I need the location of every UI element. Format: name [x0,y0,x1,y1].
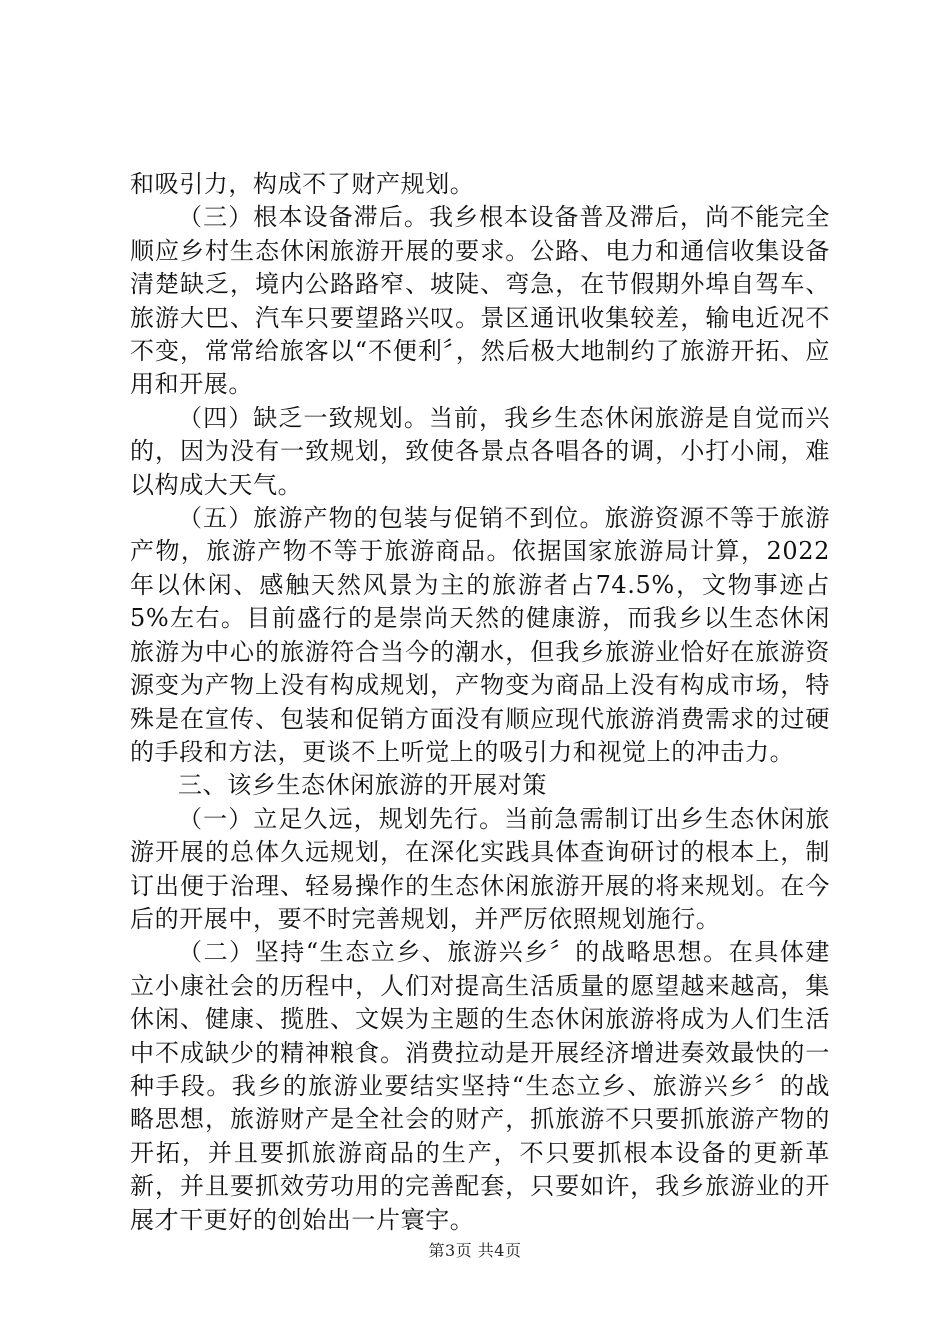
section-heading-countermeasures: 三、该乡生态休闲旅游的开展对策 [178,771,547,800]
paragraph-promotion: （五）旅游产物的包装与促销不到位。旅游资源不等于旅游产物，旅游产物不等于旅游商品。依据国家旅游局计算，2022年以休闲、感触天然风景为主的旅游者占74.5%，文物事迹占5%左右。目前盛行的是崇尚天然的健康游，而我乡以生态休闲旅游为中心的旅游符合当今的潮水，但我乡旅游业恰好在旅游资源变为产物上没有构成规划，产物变为商品上没有构成市场，特殊是在宣传、包装和促销方面没有顺应现代旅游消费需求的过硬的手段和方法，更谈不上听觉上的吸引力和视觉上的冲击力。 [130,504,830,766]
page-number-footer: 第3页 共4页 [428,1241,522,1260]
paragraph-planning-lack: （四）缺乏一致规划。当前，我乡生态休闲旅游是自觉而兴的，因为没有一致规划，致使各景点各唱各的调，小打小闹，难以构成大天气。 [130,403,830,499]
paragraph-infrastructure: （三）根本设备滞后。我乡根本设备普及滞后，尚不能完全顺应乡村生态休闲旅游开展的要求。公路、电力和通信收集设备清楚缺乏，境内公路路窄、坡陡、弯急，在节假期外埠自驾车、旅游大巴、汽车只要望路兴叹。景区通讯收集较差，输电近况不不变，常常给旅客以“不便利〞，然后极大地制约了旅游开拓、应用和开展。 [130,203,830,399]
document-body [130,168,830,1237]
paragraph-planning-first: （一）立足久远，规划先行。当前急需制订出乡生态休闲旅游开展的总体久远规划，在深化实践具体查询研讨的根本上，制订出便于治理、轻易操作的生态休闲旅游开展的将来规划。在今后的开展中，要不时完善规划，并严厉依照规划施行。 [130,804,830,933]
paragraph-continuation: 和吸引力，构成不了财产规划。 [130,170,475,198]
paragraph-strategy: （二）坚持“生态立乡、旅游兴乡〞的战略思想。在具体建立小康社会的历程中，人们对提高生活质量的愿望越来越高，集休闲、健康、揽胜、文娱为主题的生态休闲旅游将成为人们生活中不成缺少的精神粮食。消费拉动是开展经济增进奏效最快的一种手段。我乡的旅游业要结实坚持“生态立乡、旅游兴乡〞的战略思想，旅游财产是全社会的财产，抓旅游不只要抓旅游产物的开拓，并且要抓旅游商品的生产，不只要抓根本设备的更新革新，并且要抓效劳功用的完善配套，只要如许，我乡旅游业的开展才干更好的创始出一片寰宇。 [130,938,830,1234]
